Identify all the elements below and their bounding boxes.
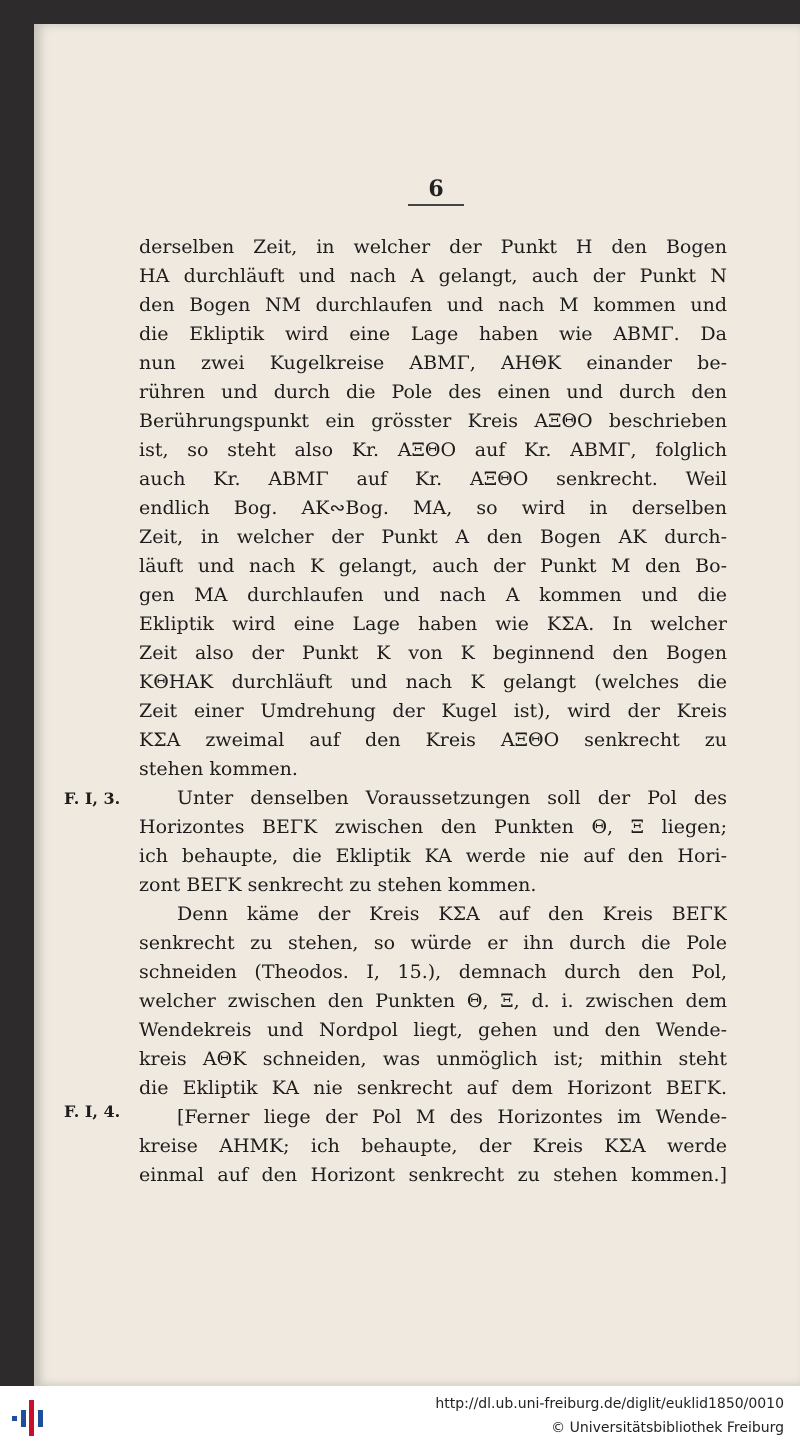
text-line: Zeit einer Umdrehung der Kugel ist), wird der Kreis <box>139 700 727 722</box>
text-line: stehen kommen. <box>139 758 298 780</box>
footer-bar <box>0 1386 800 1446</box>
text-line: nun zwei Kugelkreise ABMΓ, AHΘK einander be- <box>139 352 727 374</box>
university-library-logo-icon <box>10 1398 50 1438</box>
text-line: kreis AΘK schneiden, was unmöglich ist; mithin steht <box>139 1048 727 1070</box>
text-line: Horizontes BEΓK zwischen den Punkten Θ, Ξ liegen; <box>139 816 727 838</box>
text-line: KΘHAK durchläuft und nach K gelangt (welches die <box>139 671 727 693</box>
page-number-rule <box>408 204 464 206</box>
text-line: läuft und nach K gelangt, auch der Punkt M den Bo- <box>139 555 727 577</box>
text-line: die Ekliptik KA nie senkrecht auf dem Horizont BEΓK. <box>139 1077 727 1099</box>
text-line: HA durchläuft und nach A gelangt, auch der Punkt N <box>139 265 727 287</box>
text-line: welcher zwischen den Punkten Θ, Ξ, d. i. zwischen dem <box>139 990 727 1012</box>
text-line: kreise AHMK; ich behaupte, der Kreis KΣA werde <box>139 1135 727 1157</box>
text-line: Berührungspunkt ein grösster Kreis AΞΘO beschrieben <box>139 410 727 432</box>
text-line: den Bogen NM durchlaufen und nach M kommen und <box>139 294 727 316</box>
text-line: zont BEΓK senkrecht zu stehen kommen. <box>139 874 537 896</box>
text-line: schneiden (Theodos. I, 15.), demnach durch den Pol, <box>139 961 727 983</box>
text-line: Zeit also der Punkt K von K beginnend den Bogen <box>139 642 727 664</box>
page-number: 6 <box>428 176 444 202</box>
body-text <box>139 233 727 1190</box>
text-line: Unter denselben Voraussetzungen soll der Pol des <box>177 787 727 809</box>
margin-label-f-i-3: F. I, 3. <box>64 789 121 808</box>
text-line: KΣA zweimal auf den Kreis AΞΘO senkrecht zu <box>139 729 727 751</box>
text-line: Ekliptik wird eine Lage haben wie KΣA. In welcher <box>139 613 727 635</box>
text-line: rühren und durch die Pole des einen und durch den <box>139 381 727 403</box>
text-line: ich behaupte, die Ekliptik KA werde nie auf den Hori- <box>139 845 727 867</box>
text-line: [Ferner liege der Pol M des Horizontes im Wende- <box>177 1106 727 1128</box>
text-line: auch Kr. ABMΓ auf Kr. AΞΘO senkrecht. Weil <box>139 468 727 490</box>
text-line: einmal auf den Horizont senkrecht zu stehen kommen.] <box>139 1164 727 1186</box>
text-line: Zeit, in welcher der Punkt A den Bogen AK durch- <box>139 526 727 548</box>
copyright-notice: © Universitätsbibliothek Freiburg <box>551 1420 784 1436</box>
text-line: gen MA durchlaufen und nach A kommen und die <box>139 584 727 606</box>
permalink-url[interactable]: http://dl.ub.uni-freiburg.de/diglit/euklid1850/0010 <box>435 1396 784 1412</box>
text-line: Denn käme der Kreis KΣA auf den Kreis BEΓK <box>177 903 727 925</box>
text-line: derselben Zeit, in welcher der Punkt H den Bogen <box>139 236 727 258</box>
text-line: endlich Bog. AK∾Bog. MA, so wird in derselben <box>139 497 727 519</box>
text-line: Wendekreis und Nordpol liegt, gehen und den Wende- <box>139 1019 727 1041</box>
margin-label-f-i-4: F. I, 4. <box>64 1102 121 1121</box>
text-line: die Ekliptik wird eine Lage haben wie ABMΓ. Da <box>139 323 727 345</box>
text-line: senkrecht zu stehen, so würde er ihn durch die Pole <box>139 932 727 954</box>
text-line: ist, so steht also Kr. AΞΘO auf Kr. ABMΓ, folglich <box>139 439 727 461</box>
